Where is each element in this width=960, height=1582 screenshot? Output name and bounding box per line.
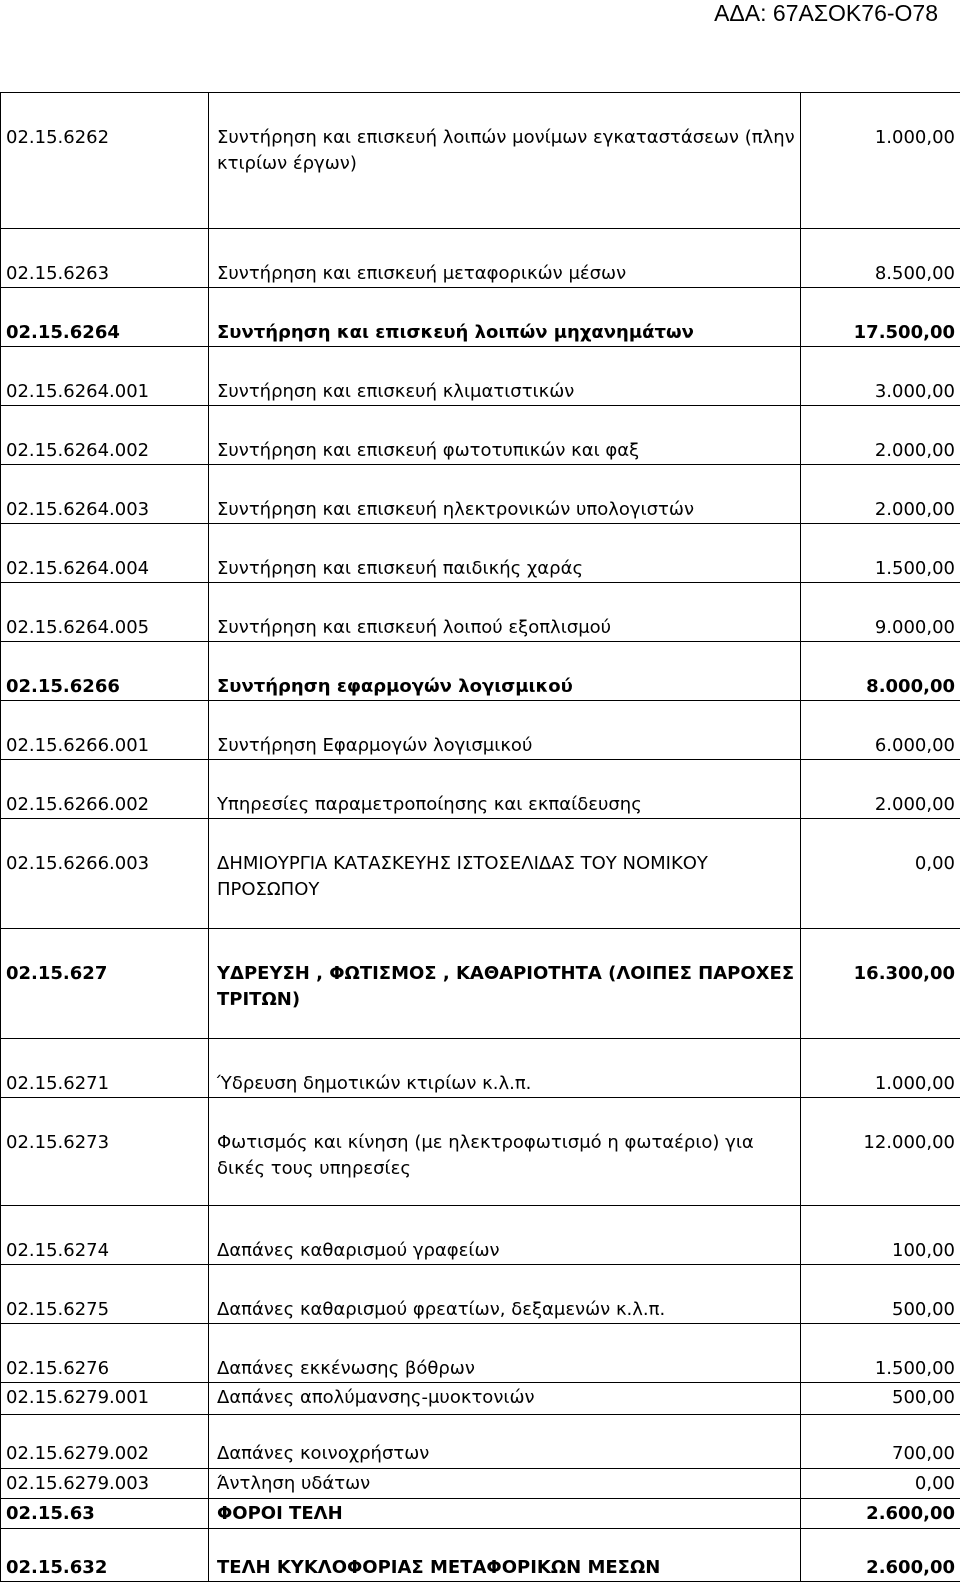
account-amount: 0,00 xyxy=(801,819,960,929)
account-amount: 8.000,00 xyxy=(801,642,960,701)
budget-table xyxy=(0,92,960,1582)
table-row xyxy=(1,819,960,929)
table-row xyxy=(1,1039,960,1098)
account-amount: 700,00 xyxy=(801,1415,960,1469)
account-description: Ύδρευση δημοτικών κτιρίων κ.λ.π. xyxy=(209,1039,801,1098)
account-code: 02.15.6279.001 xyxy=(1,1383,209,1415)
account-description: Δαπάνες εκκένωσης βόθρων xyxy=(209,1324,801,1383)
account-description: Συντήρηση και επισκευή λοιπών μονίμων εγκαταστάσεων (πλην κτιρίων έργων) xyxy=(209,93,801,229)
account-code: 02.15.6266.001 xyxy=(1,701,209,760)
account-amount: 1.000,00 xyxy=(801,93,960,229)
account-code: 02.15.632 xyxy=(1,1529,209,1582)
account-description: Υπηρεσίες παραμετροποίησης και εκπαίδευσης xyxy=(209,760,801,819)
account-code: 02.15.6266.003 xyxy=(1,819,209,929)
account-code: 02.15.6279.003 xyxy=(1,1469,209,1499)
account-code: 02.15.6273 xyxy=(1,1098,209,1206)
account-description: Δαπάνες καθαρισμού φρεατίων, δεξαμενών κ.λ.π. xyxy=(209,1265,801,1324)
table-row xyxy=(1,1383,960,1415)
account-description: Συντήρηση Εφαρμογών λογισμικού xyxy=(209,701,801,760)
table-row xyxy=(1,701,960,760)
table-row xyxy=(1,288,960,347)
account-amount: 2.000,00 xyxy=(801,465,960,524)
account-description: Δαπάνες καθαρισμού γραφείων xyxy=(209,1206,801,1265)
account-amount: 9.000,00 xyxy=(801,583,960,642)
account-code: 02.15.6275 xyxy=(1,1265,209,1324)
account-code: 02.15.6276 xyxy=(1,1324,209,1383)
table-row xyxy=(1,1469,960,1499)
account-code: 02.15.6271 xyxy=(1,1039,209,1098)
account-amount: 2.000,00 xyxy=(801,406,960,465)
account-code: 02.15.6264.001 xyxy=(1,347,209,406)
account-description: Συντήρηση και επισκευή ηλεκτρονικών υπολογιστών xyxy=(209,465,801,524)
account-description: ΤΕΛΗ ΚΥΚΛΟΦΟΡΙΑΣ ΜΕΤΑΦΟΡΙΚΩΝ ΜΕΣΩΝ xyxy=(209,1529,801,1582)
account-description: ΥΔΡΕΥΣΗ , ΦΩΤΙΣΜΟΣ , ΚΑΘΑΡΙΟΤΗΤΑ (ΛΟΙΠΕΣ ΠΑΡΟΧΕΣ ΤΡΙΤΩΝ) xyxy=(209,929,801,1039)
table-row xyxy=(1,1499,960,1529)
account-description: ΦΟΡΟΙ ΤΕΛΗ xyxy=(209,1499,801,1529)
account-description: Άντληση υδάτων xyxy=(209,1469,801,1499)
account-description: Συντήρηση και επισκευή φωτοτυπικών και φαξ xyxy=(209,406,801,465)
account-description: Συντήρηση και επισκευή κλιματιστικών xyxy=(209,347,801,406)
table-row xyxy=(1,1324,960,1383)
account-amount: 1.000,00 xyxy=(801,1039,960,1098)
account-description: Συντήρηση και επισκευή λοιπού εξοπλισμού xyxy=(209,583,801,642)
table-row xyxy=(1,93,960,229)
account-amount: 2.000,00 xyxy=(801,760,960,819)
account-code: 02.15.6264.005 xyxy=(1,583,209,642)
account-amount: 2.600,00 xyxy=(801,1499,960,1529)
table-row xyxy=(1,1529,960,1582)
account-amount: 16.300,00 xyxy=(801,929,960,1039)
account-amount: 6.000,00 xyxy=(801,701,960,760)
account-amount: 1.500,00 xyxy=(801,524,960,583)
table-row xyxy=(1,1415,960,1469)
table-row xyxy=(1,465,960,524)
account-amount: 100,00 xyxy=(801,1206,960,1265)
account-description: Συντήρηση εφαρμογών λογισμικού xyxy=(209,642,801,701)
account-description: Συντήρηση και επισκευή παιδικής χαράς xyxy=(209,524,801,583)
table-row xyxy=(1,1265,960,1324)
account-amount: 0,00 xyxy=(801,1469,960,1499)
account-description: Δαπάνες κοινοχρήστων xyxy=(209,1415,801,1469)
table-row xyxy=(1,1098,960,1206)
table-row xyxy=(1,524,960,583)
table-row xyxy=(1,406,960,465)
account-code: 02.15.6264 xyxy=(1,288,209,347)
account-amount: 1.500,00 xyxy=(801,1324,960,1383)
account-code: 02.15.6264.003 xyxy=(1,465,209,524)
account-code: 02.15.6263 xyxy=(1,229,209,288)
account-description: ΔΗΜΙΟΥΡΓΙΑ ΚΑΤΑΣΚΕΥΗΣ ΙΣΤΟΣΕΛΙΔΑΣ ΤΟΥ ΝΟΜΙΚΟΥ ΠΡΟΣΩΠΟΥ xyxy=(209,819,801,929)
table-row xyxy=(1,929,960,1039)
account-description: Δαπάνες απολύμανσης-μυοκτονιών xyxy=(209,1383,801,1415)
account-amount: 17.500,00 xyxy=(801,288,960,347)
table-row xyxy=(1,583,960,642)
account-code: 02.15.6264.004 xyxy=(1,524,209,583)
account-code: 02.15.6266.002 xyxy=(1,760,209,819)
account-amount: 3.000,00 xyxy=(801,347,960,406)
table-row xyxy=(1,347,960,406)
account-description: Φωτισμός και κίνηση (με ηλεκτροφωτισμό η φωταέριο) για δικές τους υπηρεσίες xyxy=(209,1098,801,1206)
account-amount: 12.000,00 xyxy=(801,1098,960,1206)
account-code: 02.15.6279.002 xyxy=(1,1415,209,1469)
account-code: 02.15.627 xyxy=(1,929,209,1039)
account-amount: 500,00 xyxy=(801,1265,960,1324)
account-code: 02.15.6262 xyxy=(1,93,209,229)
account-amount: 500,00 xyxy=(801,1383,960,1415)
table-row xyxy=(1,760,960,819)
table-row xyxy=(1,1206,960,1265)
account-amount: 2.600,00 xyxy=(801,1529,960,1582)
account-code: 02.15.6266 xyxy=(1,642,209,701)
account-code: 02.15.6274 xyxy=(1,1206,209,1265)
account-code: 02.15.63 xyxy=(1,1499,209,1529)
ada-code: ΑΔΑ: 67ΑΣΟΚ76-Ο78 xyxy=(714,0,938,26)
account-description: Συντήρηση και επισκευή μεταφορικών μέσων xyxy=(209,229,801,288)
account-amount: 8.500,00 xyxy=(801,229,960,288)
table-row xyxy=(1,642,960,701)
account-code: 02.15.6264.002 xyxy=(1,406,209,465)
account-description: Συντήρηση και επισκευή λοιπών μηχανημάτων xyxy=(209,288,801,347)
table-row xyxy=(1,229,960,288)
